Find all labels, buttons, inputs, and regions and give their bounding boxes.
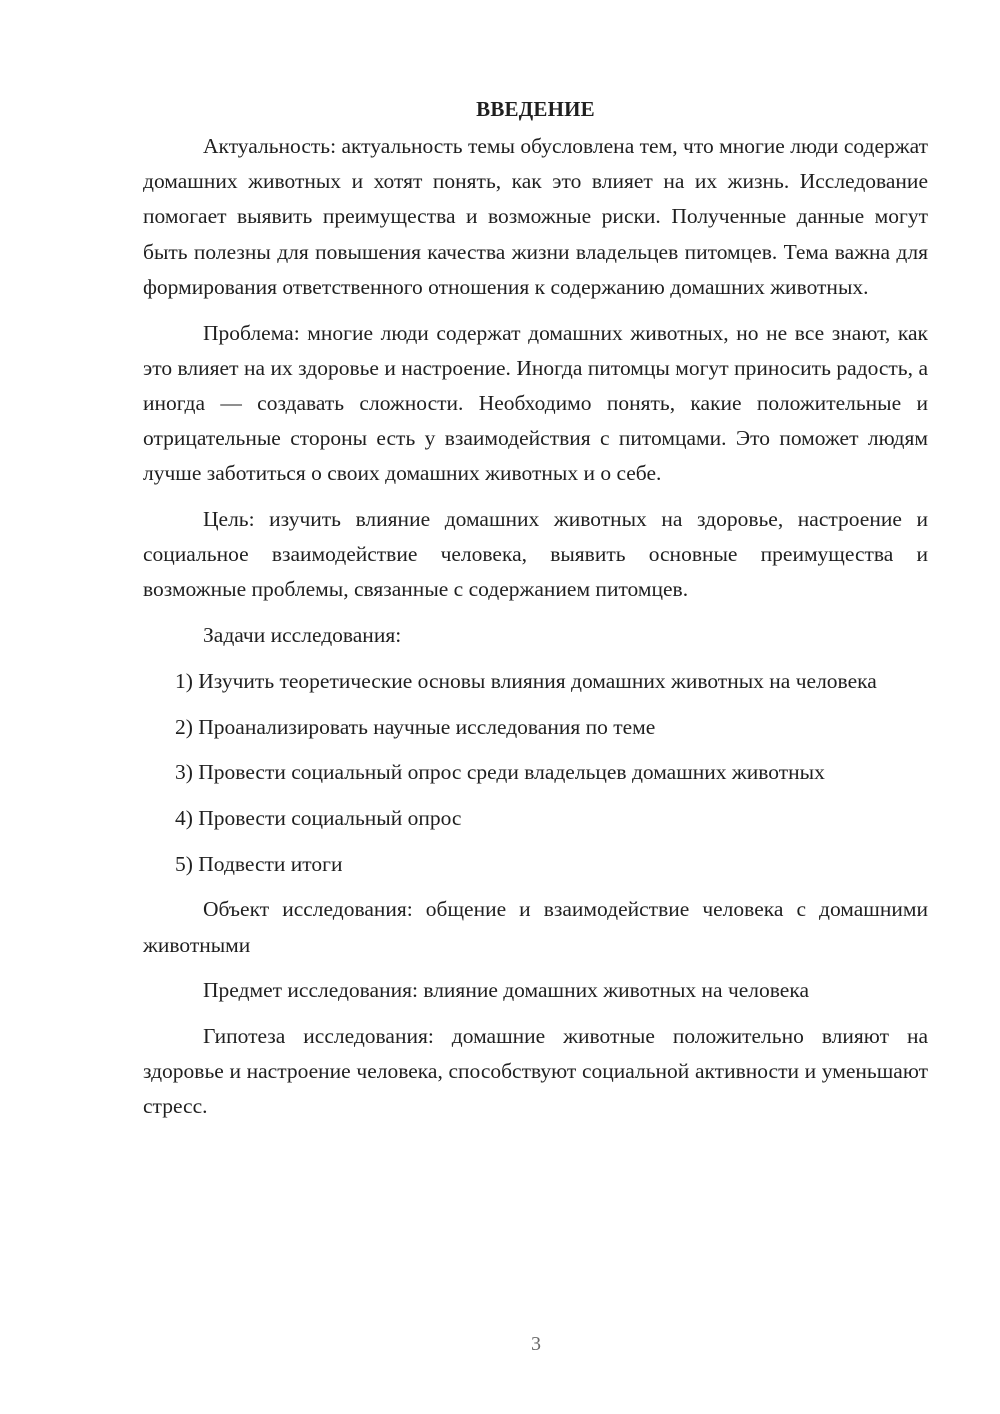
paragraph-hypothesis: Гипотеза исследования: домашние животные положительно влияют на здоровье и настроение человека, способствуют социальной активности и уменьшают стресс. [143,1023,928,1119]
task-item-2: 2) Проанализировать научные исследования по теме [175,714,656,739]
paragraph-subject: Предмет исследования: влияние домашних животных на человека [203,978,810,1003]
paragraph-goal: Цель: изучить влияние домашних животных на здоровье, настроение и социальное взаимодействие человека, выявить основные преимущества и возможные проблемы, связанные с содержанием питомцев. [143,507,928,602]
paragraph-relevance: Актуальность: актуальность темы обусловлена тем, что многие люди содержат домашних животных и хотят понять, как это влияет на их жизнь. Исследование помогает выявить преимущества и возможные риски. Полученные данные могут быть полезны для повышения качества жизни владельцев питомцев. Тема важна для формирования ответственного отношения к содержанию домашних животных. [143,134,928,299]
task-item-4: 4) Провести социальный опрос [175,805,462,830]
section-title: ВВЕДЕНИЕ [476,97,595,121]
page-number: 3 [531,1333,541,1355]
task-item-3: 3) Провести социальный опрос среди владельцев домашних животных [175,760,825,785]
paragraph-problem: Проблема: многие люди содержат домашних животных, но не все знают, как это влияет на их здоровье и настроение. Иногда питомцы могут приносить радость, а иногда — создавать сложности. Необходимо понять, какие положительные и отрицательные стороны есть у взаимодействия с питомцами. Это поможет людям лучше заботиться о своих домашних животных и о себе. [143,320,928,486]
page-content [143,92,928,1125]
paragraph-object: Объект исследования: общение и взаимодействие человека с домашними животными [143,897,928,957]
tasks-heading: Задачи исследования: [203,623,402,648]
task-item-1: 1) Изучить теоретические основы влияния домашних животных на человека [175,668,877,693]
task-item-5: 5) Подвести итоги [175,851,343,876]
